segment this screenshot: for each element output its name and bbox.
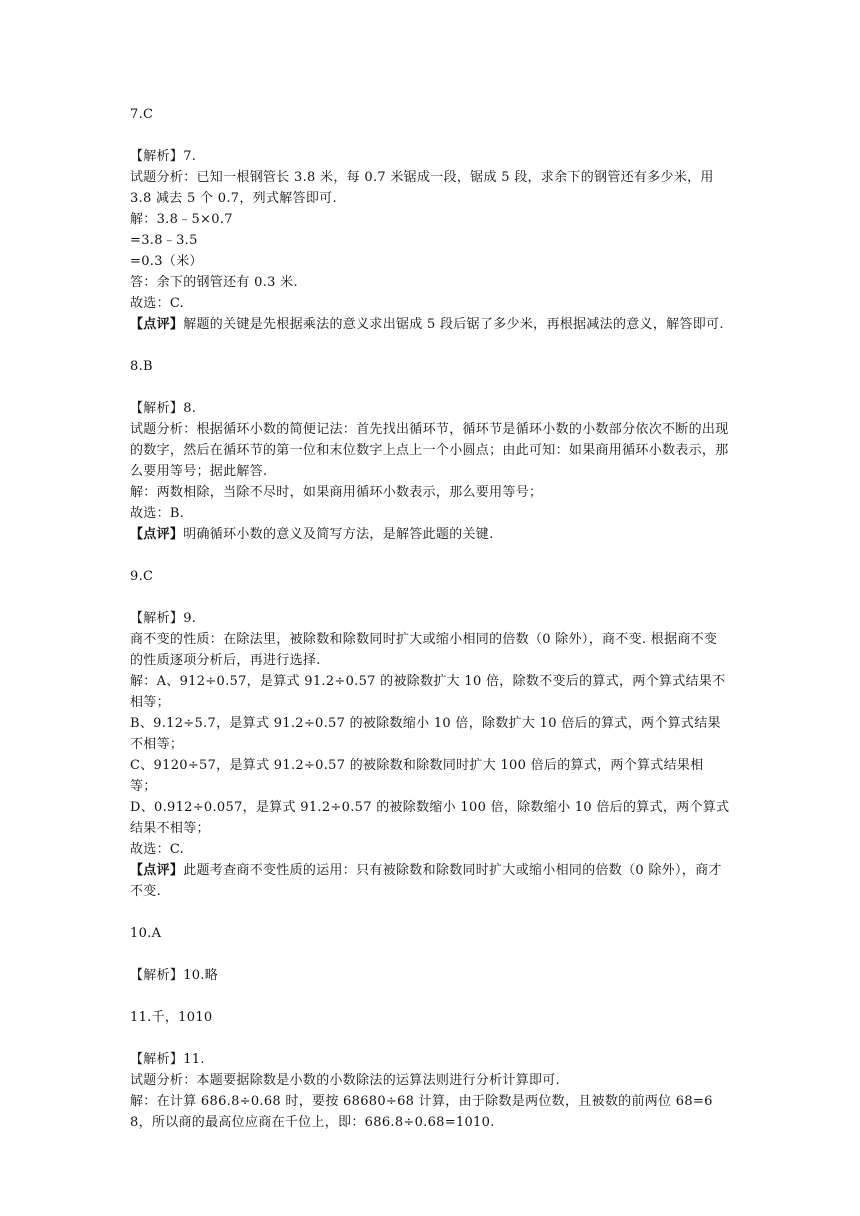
analysis-line: 试题分析：已知一根钢管长 3.8 米，每 0.7 米锯成一段，锯成 5 段，求余下的钢管还有多少米，用 3.8 减去 5 个 0.7，列式解答即可.	[130, 170, 714, 206]
answer-8: 8.B	[130, 359, 153, 374]
analysis-tag: 【解析】	[130, 968, 184, 983]
analysis-tag: 【解析】	[130, 401, 184, 416]
analysis-line: 解：两数相除，当除不尽时，如果商用循环小数表示，那么要用等号；	[130, 485, 543, 500]
analysis-tag: 【解析】	[130, 149, 184, 164]
analysis-tag: 【解析】	[130, 611, 184, 626]
analysis-line: 解：A、912÷0.57，是算式 91.2÷0.57 的被除数扩大 10 倍，除数不变后的算式，两个算式结果不相等；	[130, 674, 726, 710]
analysis-line: =0.3（米）	[130, 254, 203, 269]
comment-tag: 【点评】	[130, 527, 184, 542]
analysis-line: C、9120÷57，是算式 91.2÷0.57 的被除数和除数同时扩大 100 倍后的算式，两个算式结果相等；	[130, 758, 704, 794]
analysis-heading-11	[130, 1049, 730, 1070]
analysis-line: 商不变的性质：在除法里，被除数和除数同时扩大或缩小相同的倍数（0 除外），商不变. 根据商不变的性质逐项分析后，再进行选择.	[130, 632, 718, 668]
analysis-block-11	[130, 1049, 730, 1133]
analysis-heading-7	[130, 146, 730, 167]
analysis-block-8	[130, 398, 730, 545]
comment-tag: 【点评】	[130, 863, 184, 878]
analysis-line: =3.8﹣3.5	[130, 233, 198, 248]
answer-9: 9.C	[130, 569, 154, 584]
comment-text: 解题的关键是先根据乘法的意义求出锯成 5 段后锯了多少米，再根据减法的意义，解答即可.	[183, 317, 724, 332]
comment-text: 此题考查商不变性质的运用：只有被除数和除数同时扩大或缩小相同的倍数（0 除外），商才不变.	[130, 863, 722, 899]
analysis-line: 解：3.8﹣5×0.7	[130, 212, 233, 227]
analysis-line: 试题分析：根据循环小数的简便记法：首先找出循环节，循环节是循环小数的小数部分依次不断的出现的数字，然后在循环节的第一位和末位数字上点上一个小圆点；由此可知：如果商用循环小数表示，那么要用等号；据此解答.	[130, 422, 729, 479]
analysis-tag: 【解析】	[130, 1052, 184, 1067]
analysis-block-7	[130, 146, 730, 335]
analysis-line: B、9.12÷5.7，是算式 91.2÷0.57 的被除数缩小 10 倍，除数扩大 10 倍后的算式，两个算式结果不相等；	[130, 716, 721, 752]
comment-tag: 【点评】	[130, 317, 184, 332]
analysis-title: 11.	[183, 1052, 205, 1067]
comment-7	[130, 314, 730, 335]
analysis-title: 9.	[183, 611, 197, 626]
analysis-heading-8	[130, 398, 730, 419]
document-content	[130, 104, 730, 1154]
analysis-heading-10	[130, 965, 730, 986]
analysis-line: 试题分析：本题要据除数是小数的小数除法的运算法则进行分析计算即可.	[130, 1073, 561, 1088]
answer-7: 7.C	[130, 107, 154, 122]
comment-9	[130, 860, 730, 902]
answer-11: 11.千，1010	[130, 1010, 213, 1025]
analysis-block-9	[130, 608, 730, 902]
analysis-line: 故选：B.	[130, 506, 185, 521]
analysis-line: 故选：C.	[130, 842, 185, 857]
analysis-line: 解：在计算 686.8÷0.68 时，要按 68680÷68 计算，由于除数是两位数，且被数的前两位 68=68，所以商的最高位应商在千位上，即：686.8÷0.68=1010.	[130, 1094, 713, 1130]
analysis-title: 8.	[183, 401, 197, 416]
analysis-heading-9	[130, 608, 730, 629]
comment-8	[130, 524, 730, 545]
comment-text: 明确循环小数的意义及简写方法，是解答此题的关键.	[183, 527, 494, 542]
analysis-title: 10.略	[183, 968, 219, 983]
analysis-title: 7.	[183, 149, 197, 164]
answer-10: 10.A	[130, 926, 162, 941]
analysis-line: 故选：C.	[130, 296, 185, 311]
analysis-line: D、0.912÷0.057，是算式 91.2÷0.57 的被除数缩小 100 倍，除数缩小 10 倍后的算式，两个算式结果不相等；	[130, 800, 730, 836]
analysis-block-10	[130, 965, 730, 986]
analysis-line: 答：余下的钢管还有 0.3 米.	[130, 275, 298, 290]
